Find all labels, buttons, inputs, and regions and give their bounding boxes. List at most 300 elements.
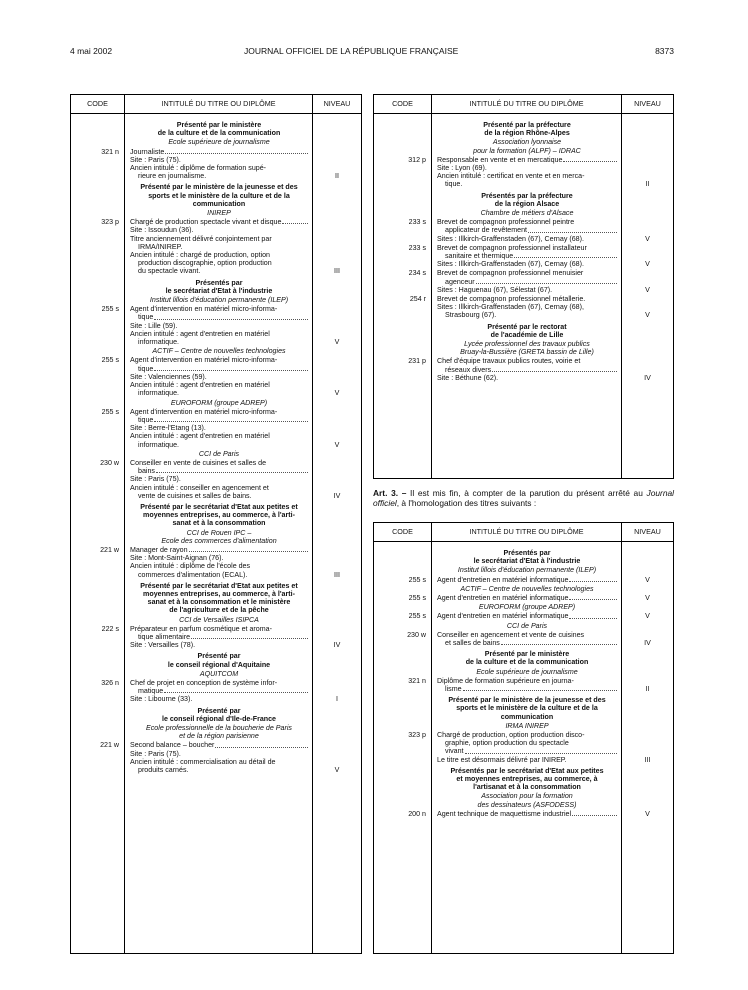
diploma-level: V: [334, 338, 340, 347]
column-header-code: CODE: [374, 95, 432, 113]
diploma-line: [130, 365, 309, 373]
section-heading-line: sports et le ministère de la culture et de la: [148, 191, 290, 200]
diploma-line: [130, 235, 309, 243]
diploma-line: [130, 475, 309, 483]
diploma-line: [437, 295, 618, 303]
diploma-text-line: tique.: [445, 180, 463, 189]
diploma-code: 323 p: [408, 731, 426, 740]
diploma-level: III: [334, 267, 340, 276]
diploma-entry: [374, 630, 673, 647]
section-heading-line: Présenté par le ministère de la jeunesse et des: [448, 696, 606, 705]
header-page-number: 8373: [655, 46, 674, 56]
institution-line: Ecole des commerces d'alimentation: [161, 536, 277, 545]
diploma-line: [130, 259, 309, 267]
section-heading-line: sanat et à la consommation et le ministère: [147, 598, 291, 607]
diploma-code: 255 s: [101, 356, 119, 365]
section-heading: [374, 546, 673, 565]
diploma-text-line: Brevet de compagnon professionnel peintre: [437, 218, 575, 227]
diploma-level: IV: [644, 639, 651, 648]
section-heading-line: Présentés par la préfecture: [481, 191, 573, 200]
dot-leader: [156, 467, 308, 473]
diploma-entry: [71, 624, 361, 650]
dot-leader: [165, 148, 308, 154]
diploma-text-line: produits carnés.: [138, 766, 189, 775]
section-heading-line: sanat et à la consommation: [172, 519, 266, 528]
left-table-header: [71, 95, 361, 114]
diploma-text-line: Site : Versailles (78).: [130, 641, 196, 650]
diploma-text-line: graphie, option production du spectacle: [445, 739, 569, 748]
section-heading-line: de l'agriculture et de la pêche: [169, 606, 269, 615]
diploma-line: [130, 381, 309, 389]
diploma-text-line: Agent d'entretien en matériel informatique: [437, 612, 569, 621]
institution-line: Chambre de métiers d'Alsace: [480, 209, 574, 218]
diploma-level: V: [645, 612, 650, 621]
diploma-entry: [71, 217, 361, 275]
diploma-line: [437, 739, 618, 747]
diploma-line: [130, 679, 309, 687]
section-heading-line: Présentés par: [195, 278, 243, 287]
diploma-line: [130, 356, 309, 364]
diploma-line: [130, 338, 309, 346]
diploma-text-line: Sites : Illkirch-Graffenstaden (67), Cernay (68).: [437, 260, 584, 269]
diploma-line: [130, 164, 309, 172]
article-3-label: Art. 3. –: [373, 488, 407, 498]
right-top-table: [373, 94, 674, 479]
dot-leader: [215, 741, 308, 747]
diploma-line: [130, 305, 309, 313]
diploma-entry: [374, 155, 673, 189]
institution-name: [374, 621, 673, 630]
dot-leader: [465, 747, 617, 753]
section-heading: [374, 118, 673, 137]
diploma-line: [130, 432, 309, 440]
diploma-text-line: agenceur: [445, 277, 475, 286]
diploma-text-line: Brevet de compagnon professionnel installateur: [437, 243, 587, 252]
institution-name: [374, 721, 673, 730]
section-heading: [71, 276, 361, 295]
institution-line: Lycée professionnel des travaux publics: [464, 340, 590, 349]
diploma-line: [130, 416, 309, 424]
diploma-text-line: commerces d'alimentation (ECAL).: [138, 570, 248, 579]
diploma-text-line: Ancien intitulé : conseiller en agencement et: [130, 483, 269, 492]
diploma-entry: [374, 243, 673, 269]
diploma-line: [130, 330, 309, 338]
diploma-level: III: [334, 570, 340, 579]
section-heading-line: de la région Rhône-Alpes: [484, 129, 570, 138]
diploma-text-line: Site : Lille (59).: [130, 321, 178, 330]
diploma-text-line: informatique.: [138, 338, 180, 347]
institution-name: [374, 208, 673, 217]
diploma-line: [437, 756, 618, 764]
column-header-title: INTITULÉ DU TITRE OU DIPLÔME: [432, 523, 622, 541]
diploma-text-line: vente de cuisines et salles de bains.: [138, 491, 252, 500]
diploma-text-line: Site : Paris (75).: [130, 475, 181, 484]
diploma-line: [437, 244, 618, 252]
section-heading-line: de l'académie de Lille: [490, 330, 564, 339]
diploma-text-line: Responsable en vente et en mercatique: [437, 155, 563, 164]
column-header-level: NIVEAU: [634, 98, 661, 108]
diploma-text-line: Sites : Illkirch-Graffenstaden (67), Cernay (68),: [437, 303, 584, 312]
column-header-title: INTITULÉ DU TITRE OU DIPLÔME: [432, 95, 622, 113]
diploma-text-line: Site : Issoudun (36).: [130, 226, 194, 235]
diploma-code: 321 n: [408, 676, 426, 685]
diploma-text-line: Brevet de compagnon professionnel métallerie.: [437, 295, 586, 304]
diploma-line: [437, 677, 618, 685]
diploma-text-line: réseaux divers: [445, 365, 492, 374]
institution-name: [374, 137, 673, 154]
diploma-line: [130, 408, 309, 416]
diploma-code: 230 w: [100, 458, 119, 467]
institution-name: [71, 449, 361, 458]
diploma-line: [130, 554, 309, 562]
section-heading: [71, 579, 361, 615]
diploma-line: [437, 303, 618, 311]
institution-line: Ecole supérieure de journalisme: [168, 138, 270, 147]
diploma-entry: [374, 730, 673, 764]
diploma-text-line: tique: [138, 415, 154, 424]
diploma-line: [130, 758, 309, 766]
diploma-text-line: Agent d'intervention en matériel micro-informa-: [130, 356, 278, 365]
diploma-text-line: Brevet de compagnon professionnel menuisier: [437, 269, 584, 278]
diploma-text-line: Site : Béthune (62).: [437, 373, 499, 382]
institution-line: CCI de Paris: [198, 449, 240, 458]
diploma-line: [130, 251, 309, 259]
diploma-line: [130, 226, 309, 234]
diploma-text-line: sanitaire et thermique: [445, 252, 514, 261]
page-header: [70, 46, 674, 58]
section-heading-line: moyennes entreprises, au commerce, à l'arti-: [143, 589, 295, 598]
dot-leader: [154, 365, 308, 371]
diploma-line: [437, 311, 618, 319]
right-top-table-body: [374, 114, 673, 478]
section-heading-line: l'artisanat et à la consommation: [473, 783, 581, 792]
section-heading-line: le conseil régional d'Aquitaine: [167, 660, 271, 669]
diploma-text-line: Ancien intitulé : diplôme de l'école des: [130, 562, 251, 571]
diploma-code: 230 w: [407, 630, 426, 639]
diploma-text-line: Site : Paris (75).: [130, 749, 181, 758]
diploma-level: V: [645, 594, 650, 603]
dot-leader: [154, 313, 308, 319]
section-heading-line: Présenté par le rectorat: [487, 322, 567, 331]
header-journal-title: JOURNAL OFFICIEL DE LA RÉPUBLIQUE FRANÇAISE: [244, 46, 459, 56]
diploma-text-line: bains: [138, 467, 155, 476]
institution-line: Institut lillois d'éducation permanente (ILEP): [457, 566, 597, 575]
diploma-line: [130, 687, 309, 695]
diploma-entry: [374, 809, 673, 818]
diploma-line: [437, 164, 618, 172]
diploma-line: [130, 766, 309, 774]
diploma-level: V: [645, 260, 650, 269]
diploma-code: 221 w: [100, 741, 119, 750]
diploma-text-line: informatique.: [138, 440, 180, 449]
diploma-entry: [71, 740, 361, 774]
diploma-line: [437, 172, 618, 180]
dot-leader: [569, 576, 617, 582]
dot-leader: [476, 278, 617, 284]
dot-leader: [501, 639, 617, 645]
diploma-text-line: Chef de projet en conception de système infor-: [130, 679, 278, 687]
right-bottom-table-header: [374, 523, 673, 542]
institution-name: [71, 398, 361, 407]
institution-line: CCI de Paris: [506, 621, 548, 630]
institution-line: EUROFORM (groupe ADREP): [478, 603, 576, 612]
section-heading-line: communication: [500, 712, 554, 721]
diploma-text-line: Ancien intitulé : agent d'entretien en matériel: [130, 432, 270, 441]
institution-name: [71, 137, 361, 146]
institution-line: Association pour la formation: [481, 792, 573, 801]
institution-line: et de la région parisienne: [179, 732, 259, 741]
dot-leader: [463, 685, 617, 691]
section-heading-line: le secrétariat d'Etat à l'industrie: [165, 286, 273, 295]
diploma-line: [130, 546, 309, 554]
diploma-text-line: matique: [138, 687, 164, 696]
diploma-text-line: Site : Valenciennes (59).: [130, 372, 207, 381]
diploma-level: II: [335, 172, 339, 181]
diploma-line: [130, 641, 309, 649]
diploma-line: [130, 373, 309, 381]
diploma-code: 222 s: [101, 624, 119, 633]
institution-line: AQUITCOM: [199, 669, 239, 678]
diploma-code: 221 w: [100, 545, 119, 554]
diploma-text-line: vivant: [445, 747, 464, 756]
diploma-code: 231 p: [408, 357, 426, 366]
diploma-level: IV: [333, 491, 341, 500]
diploma-text-line: Conseiller en vente de cuisines et salles de: [130, 458, 267, 467]
section-heading-line: le conseil régional d'Ile-de-France: [161, 714, 277, 723]
diploma-text-line: IRMA/INIREP.: [138, 242, 183, 251]
diploma-text-line: Chargé de production, option production disco-: [437, 731, 585, 740]
institution-line: ACTIF – Centre de nouvelles technologies: [460, 584, 594, 593]
diploma-text-line: Sites : Illkirch-Graffenstaden (67), Cernay (68).: [437, 234, 584, 243]
diploma-text-line: Le titre est désormais délivré par INIREP.: [437, 755, 567, 764]
diploma-level: I: [336, 695, 338, 704]
diploma-entry: [71, 545, 361, 579]
diploma-line: [437, 731, 618, 739]
diploma-text-line: Site : Berre-l'Etang (13).: [130, 424, 206, 433]
diploma-line: [130, 571, 309, 579]
diploma-code: 321 n: [101, 147, 119, 156]
diploma-entry: [71, 678, 361, 704]
section-heading-line: le secrétariat d'Etat à l'industrie: [473, 557, 581, 566]
institution-line: ACTIF – Centre de nouvelles technologies: [152, 347, 286, 356]
section-heading: [71, 704, 361, 723]
section-heading: [374, 189, 673, 208]
diploma-line: [130, 441, 309, 449]
diploma-level: II: [645, 685, 650, 694]
diploma-entry: [374, 217, 673, 243]
section-heading: [71, 180, 361, 208]
section-heading-line: et moyennes entreprises, au commerce, à: [456, 775, 598, 784]
institution-line: Association lyonnaise: [492, 138, 562, 147]
diploma-text-line: Titre anciennement délivré conjointement par: [130, 234, 272, 243]
diploma-line: [130, 459, 309, 467]
diploma-text-line: Conseiller en agencement et vente de cuisines: [437, 630, 585, 639]
diploma-line: [437, 252, 618, 260]
diploma-line: [130, 267, 309, 275]
diploma-text-line: Préparateur en parfum cosmétique et aroma-: [130, 624, 272, 633]
diploma-level: V: [645, 234, 650, 243]
left-table: [70, 94, 362, 954]
section-heading: [374, 647, 673, 666]
section-heading-line: Présenté par le ministère de la jeunesse et des: [140, 183, 298, 192]
section-heading-line: de la culture et de la communication: [157, 129, 281, 138]
column-header-level: NIVEAU: [634, 526, 661, 536]
diploma-text-line: Ancien intitulé : certificat en vente et en merca-: [437, 172, 585, 181]
diploma-line: [130, 313, 309, 321]
diploma-line: [437, 810, 618, 818]
institution-name: [374, 791, 673, 808]
institution-name: [71, 295, 361, 304]
section-heading-line: Présenté par le secrétariat d'Etat aux petites et: [140, 581, 298, 590]
diploma-text-line: Agent technique de maquettisme industriel: [437, 809, 572, 818]
diploma-line: [130, 467, 309, 475]
diploma-code: 312 p: [408, 155, 426, 164]
diploma-line: [130, 389, 309, 397]
diploma-line: [437, 357, 618, 365]
institution-name: [374, 584, 673, 593]
diploma-line: [130, 172, 309, 180]
diploma-text-line: applicateur de revêtement: [445, 226, 528, 235]
diploma-entry: [374, 611, 673, 620]
diploma-entry: [71, 458, 361, 500]
section-heading-line: Présenté par: [197, 706, 241, 715]
section-heading-line: Présenté par le ministère: [484, 650, 570, 659]
diploma-text-line: Diplôme de formation supérieure en journa-: [437, 676, 574, 685]
section-heading: [374, 764, 673, 792]
institution-line: IRMA INIREP: [505, 721, 549, 730]
diploma-line: [130, 695, 309, 703]
institution-line: CCI de Versailles ISIPCA: [179, 615, 259, 624]
diploma-level: V: [645, 809, 650, 818]
diploma-code: 255 s: [101, 305, 119, 314]
diploma-text-line: Sites : Haguenau (67), Sélestat (67).: [437, 285, 553, 294]
diploma-line: [130, 492, 309, 500]
section-heading-line: Présenté par le ministère: [176, 121, 262, 129]
institution-name: [374, 339, 673, 356]
diploma-code: 255 s: [408, 594, 426, 603]
diploma-level: V: [334, 389, 340, 398]
diploma-line: [130, 424, 309, 432]
diploma-code: 255 s: [101, 407, 119, 416]
diploma-level: V: [645, 575, 650, 584]
section-heading-line: de la culture et de la communication: [465, 658, 589, 667]
diploma-text-line: Agent d'entretien en matériel informatique: [437, 575, 569, 584]
diploma-text-line: informatique.: [138, 389, 180, 398]
diploma-text-line: Agent d'intervention en matériel micro-informa-: [130, 407, 278, 416]
diploma-level: V: [645, 311, 650, 320]
section-heading: [374, 320, 673, 339]
diploma-line: [437, 235, 618, 243]
diploma-level: IV: [644, 373, 651, 382]
institution-name: [71, 723, 361, 740]
article-3-text: Il est mis fin, à compter de la parution du présent arrêté au Journal officiel, à l'homologation des titres suivants :: [373, 488, 674, 508]
diploma-line: [437, 594, 618, 602]
right-bottom-table: [373, 522, 674, 954]
column-header-code: CODE: [374, 523, 432, 541]
diploma-entry: [374, 294, 673, 320]
institution-line: INIREP: [207, 209, 231, 218]
diploma-code: 323 p: [101, 218, 119, 227]
diploma-entry: [374, 593, 673, 602]
diploma-entry: [374, 356, 673, 382]
diploma-entry: [71, 304, 361, 346]
diploma-entry: [374, 676, 673, 693]
diploma-text-line: Manager de rayon: [130, 545, 188, 554]
diploma-level: V: [334, 766, 340, 775]
dot-leader: [492, 366, 617, 372]
dot-leader: [514, 252, 617, 258]
diploma-text-line: Agent d'intervention en matériel micro-informa-: [130, 305, 278, 314]
diploma-line: [437, 260, 618, 268]
diploma-code: 200 n: [408, 809, 426, 818]
diploma-text-line: Site : Libourne (33).: [130, 695, 193, 704]
diploma-text-line: Second balance – boucher: [130, 741, 215, 750]
diploma-code: 255 s: [408, 612, 426, 621]
diploma-text-line: Agent d'entretien en matériel informatique: [437, 594, 569, 603]
diploma-text-line: tique: [138, 364, 154, 373]
diploma-entry: [71, 407, 361, 449]
section-heading-line: communication: [192, 199, 246, 208]
dot-leader: [164, 687, 308, 693]
diploma-line: [437, 374, 618, 382]
diploma-line: [130, 633, 309, 641]
diploma-text-line: Site : Lyon (69).: [437, 164, 487, 173]
column-header-level: NIVEAU: [323, 98, 351, 108]
institution-name: [71, 346, 361, 355]
dot-leader: [282, 218, 308, 224]
diploma-code: 233 s: [408, 243, 426, 252]
diploma-line: [130, 243, 309, 251]
diploma-level: V: [645, 285, 650, 294]
institution-line: Ecole professionnelle de la boucherie de Paris: [146, 724, 292, 733]
diploma-level: V: [334, 440, 340, 449]
section-heading-line: Présenté par: [197, 652, 241, 661]
article-3-paragraph: [373, 488, 674, 508]
diploma-line: [437, 286, 618, 294]
diploma-line: [437, 278, 618, 286]
diploma-text-line: Site : Mont-Saint-Aignan (76).: [130, 554, 224, 563]
diploma-text-line: Ancien intitulé : chargé de production, option: [130, 251, 270, 260]
diploma-text-line: Ancien intitulé : commercialisation au détail de: [130, 757, 276, 766]
institution-line: des dessinateurs (ASFODESS): [477, 800, 577, 809]
diploma-level: III: [644, 755, 651, 764]
section-heading: [71, 649, 361, 668]
diploma-line: [130, 625, 309, 633]
left-table-body: [71, 114, 361, 953]
dot-leader: [572, 810, 617, 816]
institution-line: pour la formation (ALPF) – IDRAC: [473, 146, 581, 155]
institution-name: [374, 565, 673, 574]
section-heading: [374, 693, 673, 721]
diploma-text-line: du spectacle vivant.: [138, 267, 201, 276]
institution-line: CCI de Rouen IPC –: [186, 528, 252, 537]
institution-name: [71, 615, 361, 624]
right-bottom-table-body: [374, 542, 673, 953]
diploma-line: [130, 741, 309, 749]
section-heading-line: sports et le ministère de la culture et de la: [456, 704, 598, 713]
section-heading-line: Présentés par: [503, 549, 551, 557]
diploma-text-line: Ancien intitulé : agent d'entretien en matériel: [130, 329, 270, 338]
diploma-text-line: Site : Paris (75).: [130, 155, 181, 164]
diploma-line: [130, 218, 309, 226]
diploma-text-line: production discographie, option production: [138, 259, 272, 268]
diploma-code: 234 s: [408, 269, 426, 278]
dot-leader: [154, 416, 308, 422]
diploma-line: [437, 612, 618, 620]
diploma-entry: [374, 268, 673, 294]
diploma-line: [437, 180, 618, 188]
diploma-line: [437, 631, 618, 639]
